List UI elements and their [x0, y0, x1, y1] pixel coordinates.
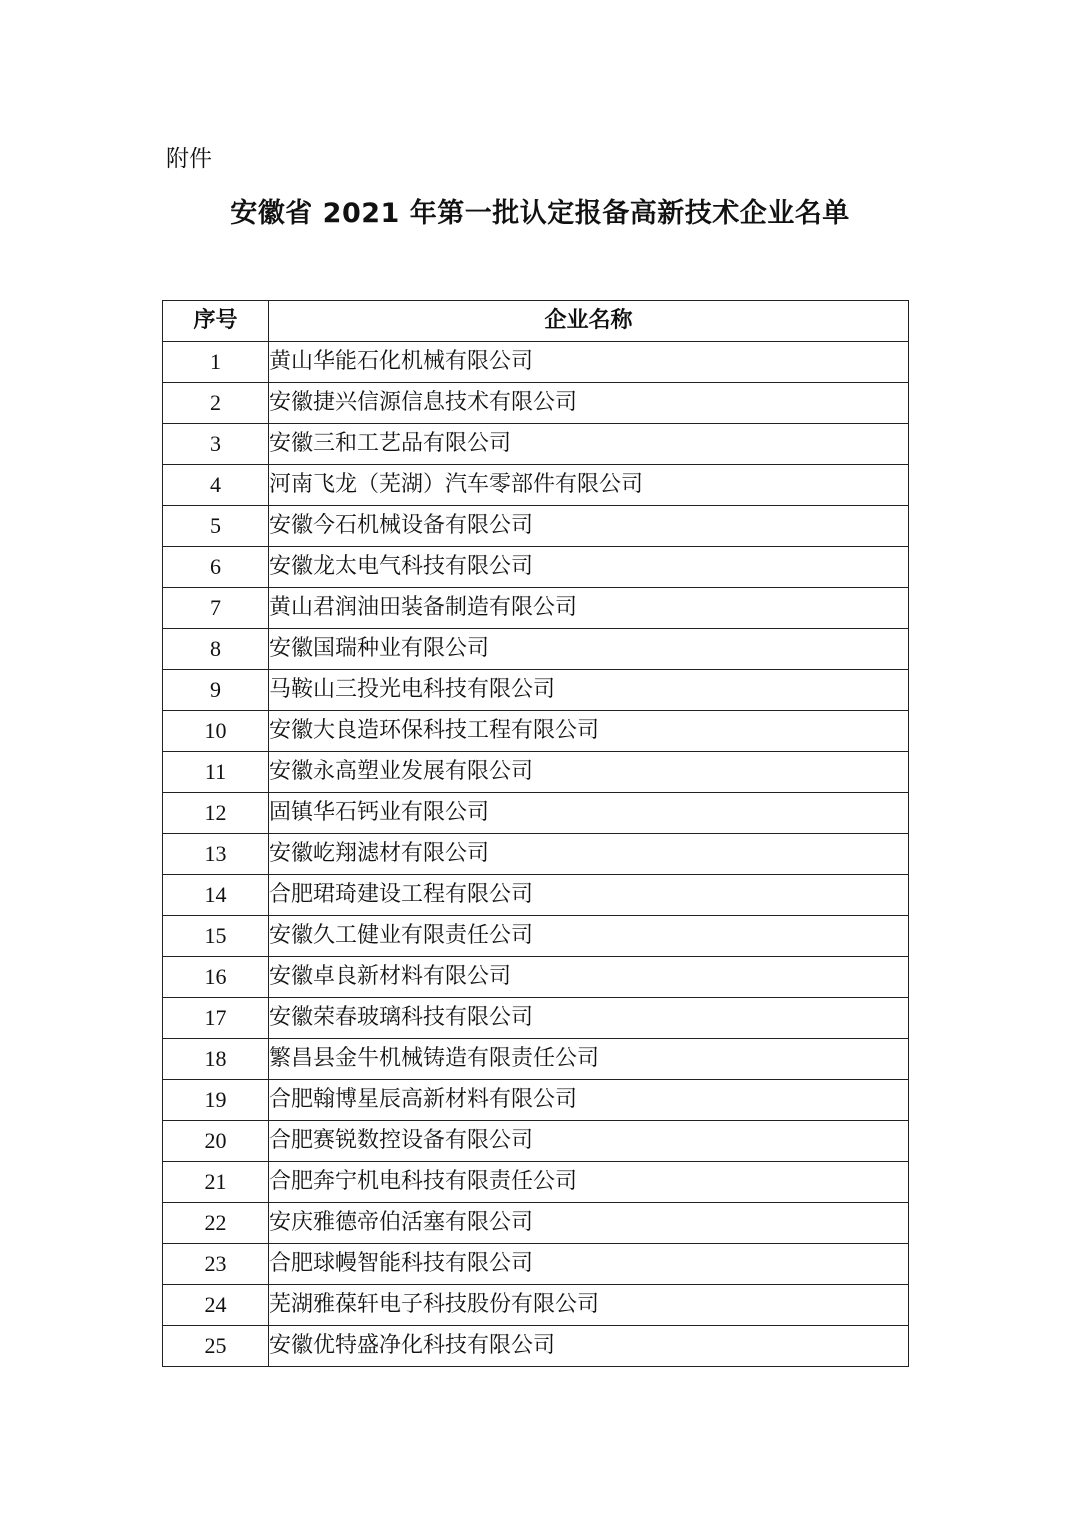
row-serial-number: 22	[163, 1203, 269, 1244]
table-row	[163, 1039, 909, 1080]
row-serial-number: 21	[163, 1162, 269, 1203]
row-company-name: 安徽捷兴信源信息技术有限公司	[269, 383, 909, 424]
row-serial-number: 5	[163, 506, 269, 547]
row-company-name: 安徽国瑞种业有限公司	[269, 629, 909, 670]
table-row	[163, 998, 909, 1039]
row-company-name: 安徽屹翔滤材有限公司	[269, 834, 909, 875]
row-serial-number: 15	[163, 916, 269, 957]
row-company-name: 安徽优特盛净化科技有限公司	[269, 1326, 909, 1367]
table-row	[163, 1080, 909, 1121]
row-serial-number: 2	[163, 383, 269, 424]
row-serial-number: 18	[163, 1039, 269, 1080]
row-company-name: 安徽今石机械设备有限公司	[269, 506, 909, 547]
table-row	[163, 1244, 909, 1285]
table-row	[163, 588, 909, 629]
table-row	[163, 629, 909, 670]
table-header-row	[163, 301, 909, 342]
row-company-name: 合肥珺琦建设工程有限公司	[269, 875, 909, 916]
table-row	[163, 465, 909, 506]
row-serial-number: 19	[163, 1080, 269, 1121]
row-company-name: 安徽龙太电气科技有限公司	[269, 547, 909, 588]
row-serial-number: 24	[163, 1285, 269, 1326]
attachment-label: 附件	[166, 146, 212, 172]
company-list-table	[162, 300, 909, 1367]
row-company-name: 安徽三和工艺品有限公司	[269, 424, 909, 465]
row-company-name: 合肥赛锐数控设备有限公司	[269, 1121, 909, 1162]
table-row	[163, 1203, 909, 1244]
document-title: 安徽省 2021 年第一批认定报备高新技术企业名单	[230, 198, 850, 229]
row-company-name: 合肥球幔智能科技有限公司	[269, 1244, 909, 1285]
table-row	[163, 424, 909, 465]
row-company-name: 安徽大良造环保科技工程有限公司	[269, 711, 909, 752]
row-serial-number: 17	[163, 998, 269, 1039]
row-serial-number: 11	[163, 752, 269, 793]
table-row	[163, 834, 909, 875]
row-company-name: 合肥翰博星辰高新材料有限公司	[269, 1080, 909, 1121]
table-row	[163, 547, 909, 588]
row-company-name: 安徽永高塑业发展有限公司	[269, 752, 909, 793]
row-serial-number: 7	[163, 588, 269, 629]
table-row	[163, 752, 909, 793]
row-company-name: 安庆雅德帝伯活塞有限公司	[269, 1203, 909, 1244]
row-company-name: 黄山华能石化机械有限公司	[269, 342, 909, 383]
row-serial-number: 3	[163, 424, 269, 465]
table-row	[163, 1121, 909, 1162]
table-row	[163, 1285, 909, 1326]
row-serial-number: 16	[163, 957, 269, 998]
row-company-name: 黄山君润油田装备制造有限公司	[269, 588, 909, 629]
row-serial-number: 8	[163, 629, 269, 670]
row-company-name: 合肥奔宁机电科技有限责任公司	[269, 1162, 909, 1203]
row-company-name: 安徽卓良新材料有限公司	[269, 957, 909, 998]
row-serial-number: 1	[163, 342, 269, 383]
row-serial-number: 12	[163, 793, 269, 834]
row-serial-number: 20	[163, 1121, 269, 1162]
row-serial-number: 25	[163, 1326, 269, 1367]
table-row	[163, 1162, 909, 1203]
row-company-name: 繁昌县金牛机械铸造有限责任公司	[269, 1039, 909, 1080]
row-serial-number: 14	[163, 875, 269, 916]
table-row	[163, 506, 909, 547]
row-company-name: 芜湖雅葆轩电子科技股份有限公司	[269, 1285, 909, 1326]
header-company-name: 企业名称	[269, 301, 909, 342]
table-body	[163, 342, 909, 1367]
row-company-name: 河南飞龙（芜湖）汽车零部件有限公司	[269, 465, 909, 506]
header-serial-number: 序号	[163, 301, 269, 342]
table-row	[163, 342, 909, 383]
table-row	[163, 383, 909, 424]
row-serial-number: 23	[163, 1244, 269, 1285]
table-row	[163, 875, 909, 916]
table-row	[163, 916, 909, 957]
row-serial-number: 13	[163, 834, 269, 875]
row-serial-number: 9	[163, 670, 269, 711]
row-company-name: 安徽荣春玻璃科技有限公司	[269, 998, 909, 1039]
table-row	[163, 1326, 909, 1367]
table-row	[163, 793, 909, 834]
row-serial-number: 10	[163, 711, 269, 752]
row-company-name: 安徽久工健业有限责任公司	[269, 916, 909, 957]
row-serial-number: 6	[163, 547, 269, 588]
row-company-name: 马鞍山三投光电科技有限公司	[269, 670, 909, 711]
row-serial-number: 4	[163, 465, 269, 506]
table-row	[163, 711, 909, 752]
table-row	[163, 957, 909, 998]
table-row	[163, 670, 909, 711]
row-company-name: 固镇华石钙业有限公司	[269, 793, 909, 834]
